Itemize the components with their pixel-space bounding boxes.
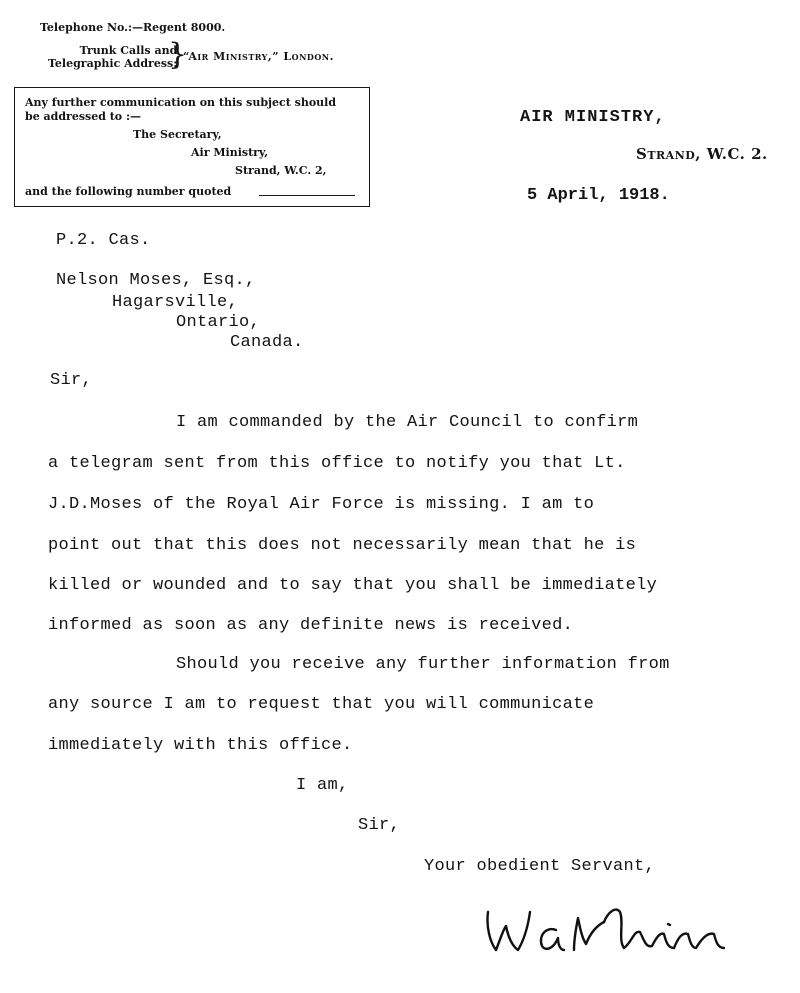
recipient-town: Hagarsville, (112, 293, 239, 312)
notice-line3: The Secretary, (133, 128, 222, 141)
body-line: any source I am to request that you will communicate (48, 695, 595, 714)
reference-number-blank (259, 195, 355, 196)
body-line: killed or wounded and to say that you shall be immediately (48, 576, 658, 595)
notice-line5: Strand, W.C. 2, (235, 164, 327, 177)
recipient-name: Nelson Moses, Esq., (56, 271, 256, 290)
closing-servant: Your obedient Servant, (424, 857, 656, 876)
trunk-calls-label (48, 44, 177, 70)
telephone-number: Telephone No.:—Regent 8000. (40, 21, 226, 34)
body-line: immediately with this office. (48, 736, 353, 755)
recipient-country: Canada. (230, 333, 304, 352)
body-line: point out that this does not necessarily mean that he is (48, 536, 637, 555)
reference-code: P.2. Cas. (56, 231, 151, 250)
trunk-label-line2: Telegraphic Address: (48, 57, 178, 70)
letter-date: 5 April, 1918. (527, 186, 670, 205)
closing-i-am: I am, (296, 776, 349, 795)
notice-line2: be addressed to :— (25, 110, 142, 123)
signature-stroke-rest (604, 910, 724, 948)
signature-dot (668, 924, 670, 925)
notice-line1: Any further communication on this subject should (25, 96, 337, 109)
body-line: a telegram sent from this office to notify you that Lt. (48, 454, 626, 473)
ministry-name: AIR MINISTRY, (520, 108, 666, 127)
body-line: I am commanded by the Air Council to confirm (176, 413, 639, 432)
recipient-province: Ontario, (176, 313, 261, 332)
body-line: informed as soon as any definite news is received. (48, 616, 574, 635)
communication-notice-box (14, 87, 370, 207)
closing-sir: Sir, (358, 816, 401, 835)
brace-glyph: } (168, 37, 188, 72)
trunk-label-line1: Trunk Calls and (79, 44, 178, 57)
signature-stroke-w (487, 912, 530, 950)
notice-line6: and the following number quoted (25, 185, 232, 198)
notice-line4: Air Ministry, (191, 146, 269, 159)
handwritten-signature (470, 882, 740, 972)
signature-stroke-a (541, 929, 564, 950)
salutation: Sir, (50, 371, 93, 390)
body-line: Should you receive any further information from (176, 655, 670, 674)
telegraphic-address: “Air Ministry,” London. (183, 50, 334, 63)
body-line: J.D.Moses of the Royal Air Force is missing. I am to (48, 495, 595, 514)
signature-stroke-r (574, 918, 604, 950)
ministry-address: Strand, W.C. 2. (636, 145, 768, 163)
